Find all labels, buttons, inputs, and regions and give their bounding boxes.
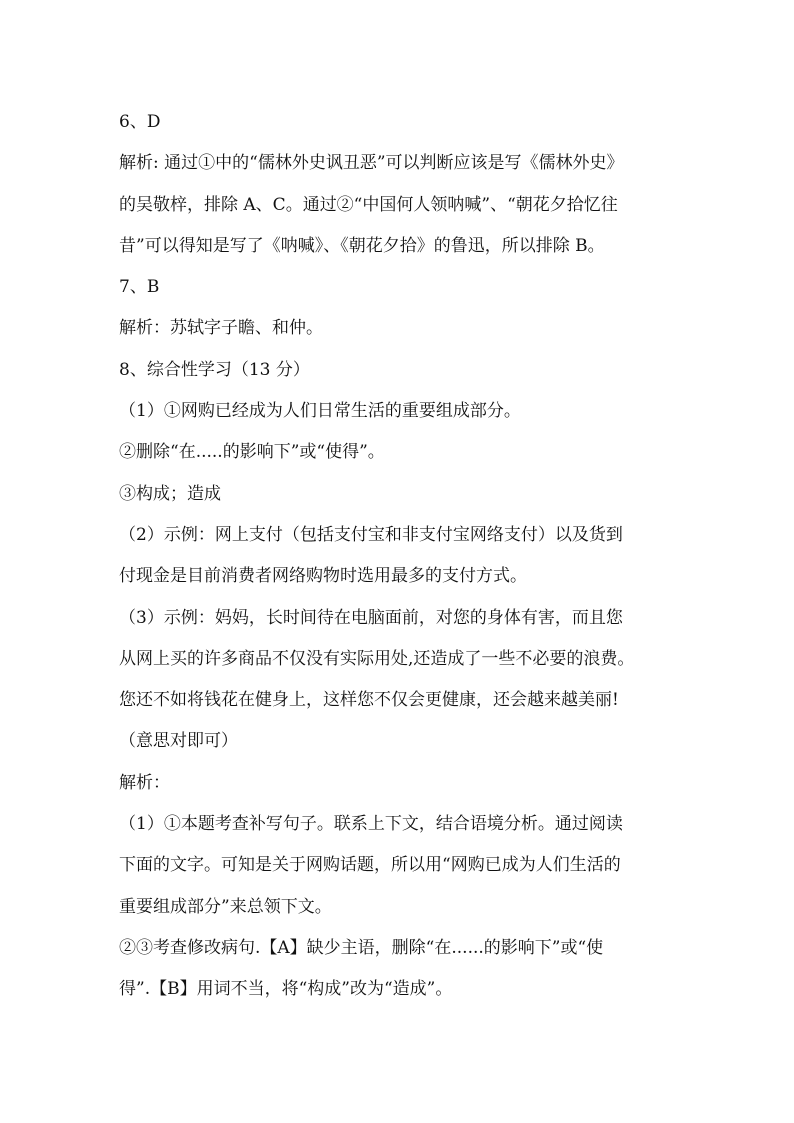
analysis-heading: 解析： [119,772,170,793]
answer-8-part-1-item-2: ②删除“在.....的影响下”或“使得”。 [119,442,385,463]
answer-6-heading: 6、D [119,112,161,132]
answer-8-part-2-line-2: 付现金是目前消费者网络购物时选用最多的支付方式。 [119,566,527,587]
answer-7-heading: 7、B [119,277,160,298]
answer-8-heading: 8、综合性学习（13 分） [119,359,310,380]
analysis-part-1-line-1: （1）①本题考查补写句子。联系上下文，结合语境分析。通过阅读 [119,814,623,835]
answer-8-part-3-line-1: （3）示例：妈妈，长时间待在电脑面前，对您的身体有害，而且您 [119,607,623,628]
answer-8-part-3-note: （意思对即可） [119,731,238,752]
analysis-part-1-line-2: 下面的文字。可知是关于网购话题，所以用“网购已成为人们生活的 [119,855,621,876]
analysis-part-2-line-2: 得”.【B】用词不当，将“构成”改为“造成”。 [119,979,453,1000]
answer-6-explanation-line-3: 昔”可以得知是写了《呐喊》、《朝花夕拾》的鲁迅，所以排除 B。 [119,235,605,256]
answer-8-part-1-item-3: ③构成；造成 [119,483,221,504]
answer-8-part-2-line-1: （2）示例：网上支付（包括支付宝和非支付宝网络支付）以及货到 [119,524,623,545]
analysis-part-2-line-1: ②③考查修改病句.【A】缺少主语，删除“在......的影响下”或“使 [119,937,604,958]
document-body [119,102,679,1011]
answer-7-explanation: 解析：苏轼字子瞻、和仲。 [119,318,323,339]
analysis-part-1-line-3: 重要组成部分”来总领下文。 [119,896,332,917]
answer-8-part-3-line-3: 您还不如将钱花在健身上，这样您不仅会更健康，还会越来越美丽! [119,690,619,711]
answer-6-explanation-line-1: 解析: 通过①中的“儒林外史讽丑恶”可以判断应该是写《儒林外史》 [119,153,624,174]
answer-8-part-1-item-1: （1）①网购已经成为人们日常生活的重要组成部分。 [119,401,521,422]
answer-8-part-3-line-2: 从网上买的许多商品不仅没有实际用处,还造成了一些不必要的浪费。 [119,648,635,669]
answer-6-explanation-line-2: 的吴敬梓，排除 A、C。通过②“中国何人领呐喊”、“朝花夕拾忆往 [119,194,618,215]
